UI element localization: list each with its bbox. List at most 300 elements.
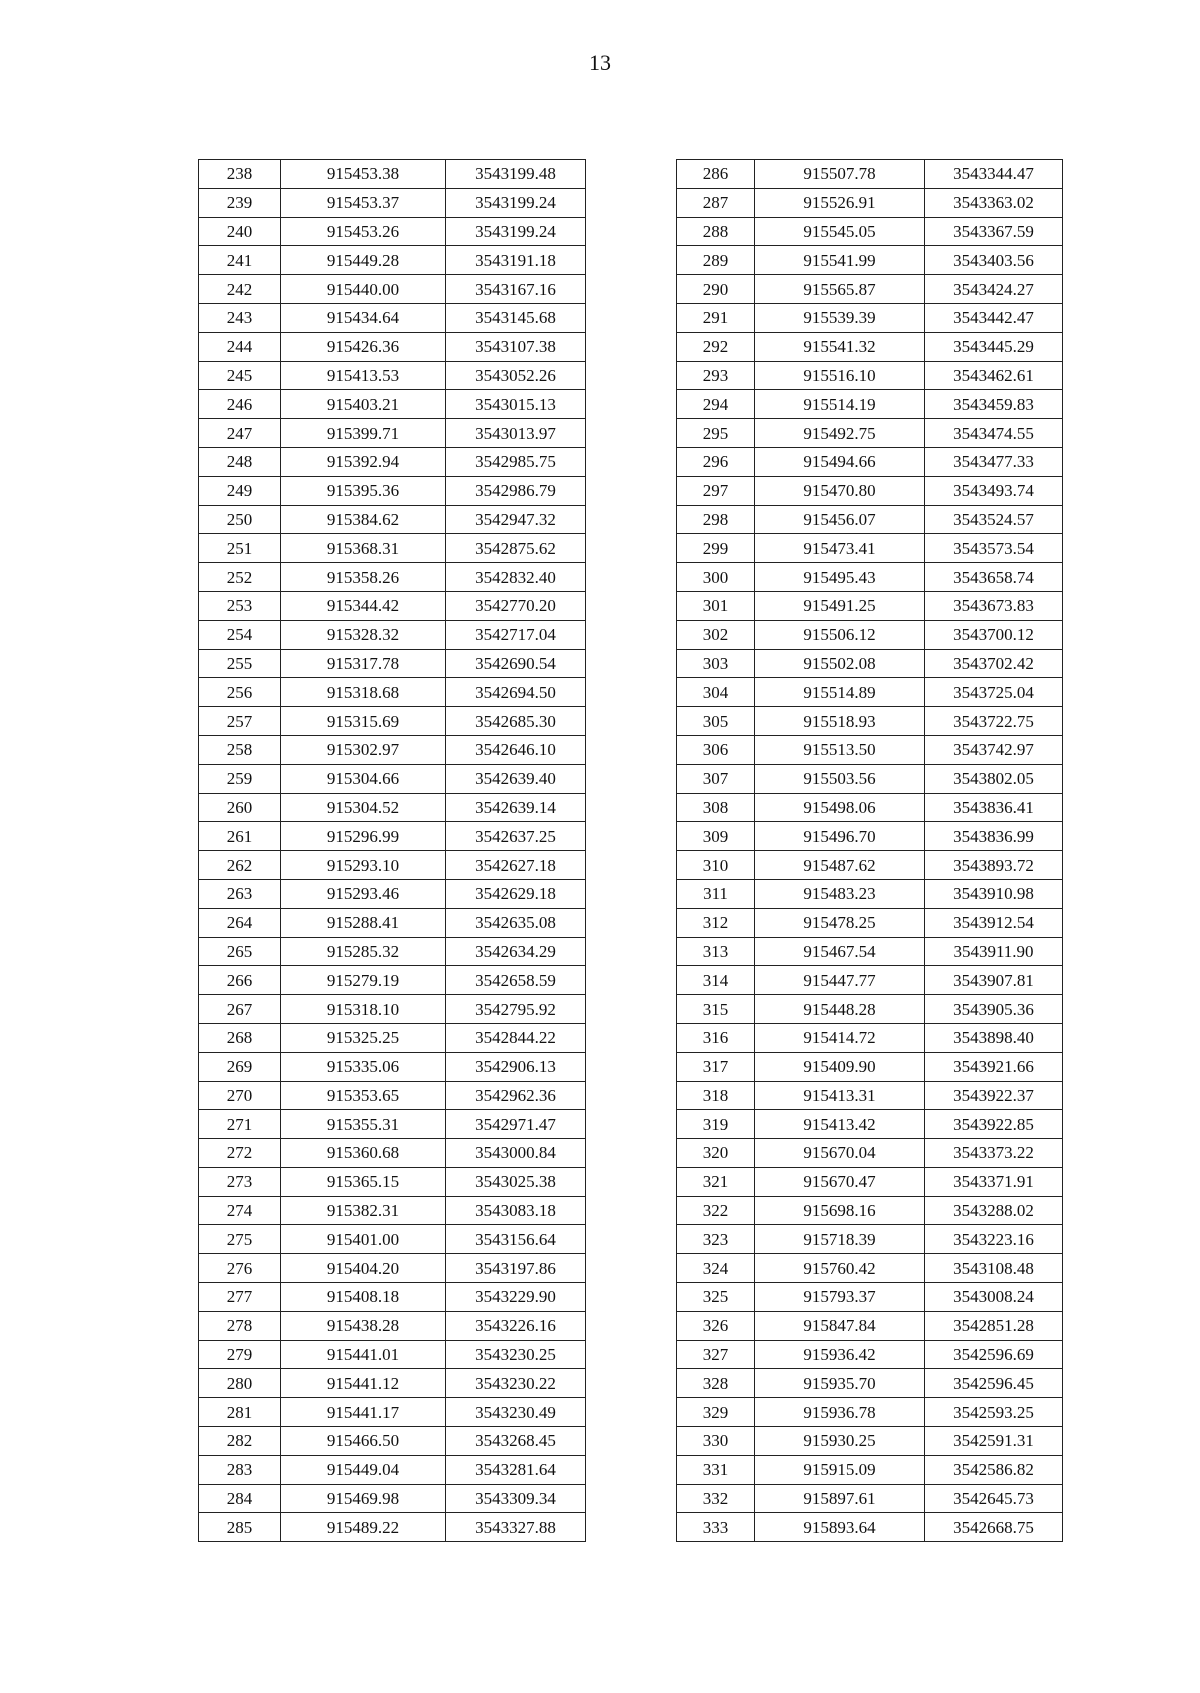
y-coordinate-cell: 3543371.91 xyxy=(925,1167,1063,1196)
y-coordinate-cell: 3542639.14 xyxy=(446,793,586,822)
point-number-cell: 290 xyxy=(677,275,755,304)
table-row xyxy=(199,822,586,851)
point-number-cell: 320 xyxy=(677,1139,755,1168)
table-row xyxy=(199,995,586,1024)
x-coordinate-cell: 915453.37 xyxy=(281,188,446,217)
y-coordinate-cell: 3543922.37 xyxy=(925,1081,1063,1110)
x-coordinate-cell: 915541.32 xyxy=(755,332,925,361)
y-coordinate-cell: 3542795.92 xyxy=(446,995,586,1024)
y-coordinate-cell: 3543268.45 xyxy=(446,1427,586,1456)
table-row xyxy=(199,591,586,620)
y-coordinate-cell: 3542658.59 xyxy=(446,966,586,995)
x-coordinate-cell: 915541.99 xyxy=(755,246,925,275)
point-number-cell: 263 xyxy=(199,879,281,908)
y-coordinate-cell: 3543922.85 xyxy=(925,1110,1063,1139)
y-coordinate-cell: 3543000.84 xyxy=(446,1139,586,1168)
y-coordinate-cell: 3542627.18 xyxy=(446,851,586,880)
point-number-cell: 281 xyxy=(199,1398,281,1427)
x-coordinate-cell: 915467.54 xyxy=(755,937,925,966)
table-row xyxy=(199,793,586,822)
x-coordinate-cell: 915448.28 xyxy=(755,995,925,1024)
table-row xyxy=(199,1196,586,1225)
x-coordinate-cell: 915382.31 xyxy=(281,1196,446,1225)
point-number-cell: 262 xyxy=(199,851,281,880)
point-number-cell: 333 xyxy=(677,1513,755,1542)
point-number-cell: 286 xyxy=(677,160,755,189)
table-row xyxy=(677,1225,1063,1254)
point-number-cell: 265 xyxy=(199,937,281,966)
x-coordinate-cell: 915401.00 xyxy=(281,1225,446,1254)
point-number-cell: 285 xyxy=(199,1513,281,1542)
point-number-cell: 269 xyxy=(199,1052,281,1081)
point-number-cell: 264 xyxy=(199,908,281,937)
point-number-cell: 287 xyxy=(677,188,755,217)
y-coordinate-cell: 3543912.54 xyxy=(925,908,1063,937)
y-coordinate-cell: 3543424.27 xyxy=(925,275,1063,304)
point-number-cell: 284 xyxy=(199,1484,281,1513)
x-coordinate-cell: 915513.50 xyxy=(755,735,925,764)
y-coordinate-cell: 3543013.97 xyxy=(446,419,586,448)
point-number-cell: 282 xyxy=(199,1427,281,1456)
point-number-cell: 255 xyxy=(199,649,281,678)
point-number-cell: 277 xyxy=(199,1283,281,1312)
y-coordinate-cell: 3543836.99 xyxy=(925,822,1063,851)
table-row xyxy=(677,1340,1063,1369)
x-coordinate-cell: 915426.36 xyxy=(281,332,446,361)
table-row xyxy=(199,1052,586,1081)
y-coordinate-cell: 3543156.64 xyxy=(446,1225,586,1254)
y-coordinate-cell: 3542629.18 xyxy=(446,879,586,908)
table-row xyxy=(677,505,1063,534)
x-coordinate-cell: 915495.43 xyxy=(755,563,925,592)
table-row xyxy=(677,1311,1063,1340)
y-coordinate-cell: 3543309.34 xyxy=(446,1484,586,1513)
point-number-cell: 279 xyxy=(199,1340,281,1369)
y-coordinate-cell: 3543052.26 xyxy=(446,361,586,390)
point-number-cell: 253 xyxy=(199,591,281,620)
table-row xyxy=(199,390,586,419)
y-coordinate-cell: 3543015.13 xyxy=(446,390,586,419)
table-row xyxy=(199,1427,586,1456)
point-number-cell: 329 xyxy=(677,1398,755,1427)
y-coordinate-cell: 3543907.81 xyxy=(925,966,1063,995)
x-coordinate-cell: 915318.68 xyxy=(281,678,446,707)
point-number-cell: 297 xyxy=(677,476,755,505)
x-coordinate-cell: 915935.70 xyxy=(755,1369,925,1398)
y-coordinate-cell: 3543373.22 xyxy=(925,1139,1063,1168)
y-coordinate-cell: 3542717.04 xyxy=(446,620,586,649)
x-coordinate-cell: 915365.15 xyxy=(281,1167,446,1196)
table-row xyxy=(199,1484,586,1513)
table-row xyxy=(677,303,1063,332)
y-coordinate-cell: 3543199.48 xyxy=(446,160,586,189)
table-row xyxy=(199,678,586,707)
point-number-cell: 258 xyxy=(199,735,281,764)
point-number-cell: 289 xyxy=(677,246,755,275)
point-number-cell: 314 xyxy=(677,966,755,995)
table-row xyxy=(199,217,586,246)
table-row xyxy=(677,332,1063,361)
table-row xyxy=(677,1283,1063,1312)
y-coordinate-cell: 3543403.56 xyxy=(925,246,1063,275)
x-coordinate-cell: 915404.20 xyxy=(281,1254,446,1283)
coordinates-table-right xyxy=(676,159,1063,1542)
y-coordinate-cell: 3542986.79 xyxy=(446,476,586,505)
x-coordinate-cell: 915915.09 xyxy=(755,1455,925,1484)
x-coordinate-cell: 915502.08 xyxy=(755,649,925,678)
x-coordinate-cell: 915317.78 xyxy=(281,649,446,678)
point-number-cell: 319 xyxy=(677,1110,755,1139)
table-row xyxy=(677,1023,1063,1052)
x-coordinate-cell: 915469.98 xyxy=(281,1484,446,1513)
y-coordinate-cell: 3542596.69 xyxy=(925,1340,1063,1369)
table-row xyxy=(199,764,586,793)
y-coordinate-cell: 3543836.41 xyxy=(925,793,1063,822)
table-row xyxy=(677,188,1063,217)
x-coordinate-cell: 915503.56 xyxy=(755,764,925,793)
x-coordinate-cell: 915414.72 xyxy=(755,1023,925,1052)
x-coordinate-cell: 915489.22 xyxy=(281,1513,446,1542)
y-coordinate-cell: 3542844.22 xyxy=(446,1023,586,1052)
point-number-cell: 330 xyxy=(677,1427,755,1456)
point-number-cell: 317 xyxy=(677,1052,755,1081)
y-coordinate-cell: 3543802.05 xyxy=(925,764,1063,793)
table-row xyxy=(677,1254,1063,1283)
x-coordinate-cell: 915793.37 xyxy=(755,1283,925,1312)
x-coordinate-cell: 915473.41 xyxy=(755,534,925,563)
point-number-cell: 307 xyxy=(677,764,755,793)
y-coordinate-cell: 3543905.36 xyxy=(925,995,1063,1024)
x-coordinate-cell: 915494.66 xyxy=(755,447,925,476)
point-number-cell: 303 xyxy=(677,649,755,678)
point-number-cell: 328 xyxy=(677,1369,755,1398)
table-row xyxy=(677,995,1063,1024)
x-coordinate-cell: 915487.62 xyxy=(755,851,925,880)
point-number-cell: 248 xyxy=(199,447,281,476)
point-number-cell: 322 xyxy=(677,1196,755,1225)
point-number-cell: 312 xyxy=(677,908,755,937)
table-row xyxy=(677,620,1063,649)
y-coordinate-cell: 3542646.10 xyxy=(446,735,586,764)
y-coordinate-cell: 3543197.86 xyxy=(446,1254,586,1283)
x-coordinate-cell: 915893.64 xyxy=(755,1513,925,1542)
point-number-cell: 268 xyxy=(199,1023,281,1052)
x-coordinate-cell: 915496.70 xyxy=(755,822,925,851)
y-coordinate-cell: 3542971.47 xyxy=(446,1110,586,1139)
point-number-cell: 278 xyxy=(199,1311,281,1340)
x-coordinate-cell: 915438.28 xyxy=(281,1311,446,1340)
y-coordinate-cell: 3542634.29 xyxy=(446,937,586,966)
y-coordinate-cell: 3543445.29 xyxy=(925,332,1063,361)
point-number-cell: 243 xyxy=(199,303,281,332)
table-row xyxy=(677,1081,1063,1110)
x-coordinate-cell: 915344.42 xyxy=(281,591,446,620)
x-coordinate-cell: 915335.06 xyxy=(281,1052,446,1081)
x-coordinate-cell: 915470.80 xyxy=(755,476,925,505)
y-coordinate-cell: 3542586.82 xyxy=(925,1455,1063,1484)
point-number-cell: 273 xyxy=(199,1167,281,1196)
point-number-cell: 310 xyxy=(677,851,755,880)
y-coordinate-cell: 3543898.40 xyxy=(925,1023,1063,1052)
table-row xyxy=(677,678,1063,707)
x-coordinate-cell: 915670.04 xyxy=(755,1139,925,1168)
point-number-cell: 240 xyxy=(199,217,281,246)
point-number-cell: 308 xyxy=(677,793,755,822)
table-row xyxy=(677,1484,1063,1513)
table-row xyxy=(199,1311,586,1340)
table-row xyxy=(199,649,586,678)
x-coordinate-cell: 915930.25 xyxy=(755,1427,925,1456)
table-row xyxy=(677,879,1063,908)
x-coordinate-cell: 915670.47 xyxy=(755,1167,925,1196)
y-coordinate-cell: 3542770.20 xyxy=(446,591,586,620)
y-coordinate-cell: 3542875.62 xyxy=(446,534,586,563)
table-row xyxy=(199,1340,586,1369)
table-row xyxy=(199,160,586,189)
x-coordinate-cell: 915718.39 xyxy=(755,1225,925,1254)
table-row xyxy=(199,937,586,966)
x-coordinate-cell: 915409.90 xyxy=(755,1052,925,1081)
table-row xyxy=(677,361,1063,390)
table-row xyxy=(199,476,586,505)
y-coordinate-cell: 3543230.22 xyxy=(446,1369,586,1398)
x-coordinate-cell: 915456.07 xyxy=(755,505,925,534)
point-number-cell: 299 xyxy=(677,534,755,563)
y-coordinate-cell: 3543474.55 xyxy=(925,419,1063,448)
table-row xyxy=(677,476,1063,505)
y-coordinate-cell: 3543442.47 xyxy=(925,303,1063,332)
point-number-cell: 254 xyxy=(199,620,281,649)
x-coordinate-cell: 915565.87 xyxy=(755,275,925,304)
table-row xyxy=(199,419,586,448)
table-row xyxy=(677,822,1063,851)
table-row xyxy=(199,1081,586,1110)
point-number-cell: 272 xyxy=(199,1139,281,1168)
y-coordinate-cell: 3542593.25 xyxy=(925,1398,1063,1427)
x-coordinate-cell: 915328.32 xyxy=(281,620,446,649)
table-row xyxy=(199,303,586,332)
table-row xyxy=(677,1052,1063,1081)
y-coordinate-cell: 3543108.48 xyxy=(925,1254,1063,1283)
table-row xyxy=(199,1513,586,1542)
point-number-cell: 266 xyxy=(199,966,281,995)
point-number-cell: 294 xyxy=(677,390,755,419)
y-coordinate-cell: 3542639.40 xyxy=(446,764,586,793)
point-number-cell: 305 xyxy=(677,707,755,736)
table-row xyxy=(199,1455,586,1484)
x-coordinate-cell: 915353.65 xyxy=(281,1081,446,1110)
point-number-cell: 293 xyxy=(677,361,755,390)
table-row xyxy=(677,908,1063,937)
y-coordinate-cell: 3543700.12 xyxy=(925,620,1063,649)
x-coordinate-cell: 915288.41 xyxy=(281,908,446,937)
table-row xyxy=(677,1196,1063,1225)
y-coordinate-cell: 3542851.28 xyxy=(925,1311,1063,1340)
y-coordinate-cell: 3543673.83 xyxy=(925,591,1063,620)
x-coordinate-cell: 915491.25 xyxy=(755,591,925,620)
point-number-cell: 315 xyxy=(677,995,755,1024)
point-number-cell: 300 xyxy=(677,563,755,592)
x-coordinate-cell: 915413.53 xyxy=(281,361,446,390)
x-coordinate-cell: 915392.94 xyxy=(281,447,446,476)
x-coordinate-cell: 915897.61 xyxy=(755,1484,925,1513)
x-coordinate-cell: 915384.62 xyxy=(281,505,446,534)
table-row xyxy=(677,591,1063,620)
y-coordinate-cell: 3543459.83 xyxy=(925,390,1063,419)
x-coordinate-cell: 915936.42 xyxy=(755,1340,925,1369)
x-coordinate-cell: 915434.64 xyxy=(281,303,446,332)
x-coordinate-cell: 915355.31 xyxy=(281,1110,446,1139)
y-coordinate-cell: 3543199.24 xyxy=(446,217,586,246)
y-coordinate-cell: 3542947.32 xyxy=(446,505,586,534)
y-coordinate-cell: 3543911.90 xyxy=(925,937,1063,966)
table-row xyxy=(199,246,586,275)
y-coordinate-cell: 3543742.97 xyxy=(925,735,1063,764)
point-number-cell: 306 xyxy=(677,735,755,764)
y-coordinate-cell: 3543025.38 xyxy=(446,1167,586,1196)
x-coordinate-cell: 915395.36 xyxy=(281,476,446,505)
x-coordinate-cell: 915304.66 xyxy=(281,764,446,793)
table-row xyxy=(199,275,586,304)
x-coordinate-cell: 915760.42 xyxy=(755,1254,925,1283)
table-row xyxy=(199,332,586,361)
table-row xyxy=(677,1513,1063,1542)
point-number-cell: 321 xyxy=(677,1167,755,1196)
point-number-cell: 311 xyxy=(677,879,755,908)
table-row xyxy=(677,649,1063,678)
y-coordinate-cell: 3543910.98 xyxy=(925,879,1063,908)
y-coordinate-cell: 3543199.24 xyxy=(446,188,586,217)
table-row xyxy=(199,908,586,937)
point-number-cell: 325 xyxy=(677,1283,755,1312)
table-row xyxy=(199,1369,586,1398)
y-coordinate-cell: 3543145.68 xyxy=(446,303,586,332)
table-row xyxy=(199,361,586,390)
table-row xyxy=(199,620,586,649)
table-row xyxy=(677,160,1063,189)
point-number-cell: 256 xyxy=(199,678,281,707)
point-number-cell: 241 xyxy=(199,246,281,275)
table-row xyxy=(199,851,586,880)
x-coordinate-cell: 915441.12 xyxy=(281,1369,446,1398)
x-coordinate-cell: 915453.38 xyxy=(281,160,446,189)
y-coordinate-cell: 3543893.72 xyxy=(925,851,1063,880)
point-number-cell: 261 xyxy=(199,822,281,851)
x-coordinate-cell: 915399.71 xyxy=(281,419,446,448)
table-row xyxy=(677,764,1063,793)
y-coordinate-cell: 3543524.57 xyxy=(925,505,1063,534)
y-coordinate-cell: 3543573.54 xyxy=(925,534,1063,563)
table-row xyxy=(199,966,586,995)
table-row xyxy=(199,1398,586,1427)
x-coordinate-cell: 915285.32 xyxy=(281,937,446,966)
y-coordinate-cell: 3543344.47 xyxy=(925,160,1063,189)
x-coordinate-cell: 915413.42 xyxy=(755,1110,925,1139)
x-coordinate-cell: 915293.10 xyxy=(281,851,446,880)
table-row xyxy=(677,534,1063,563)
table-row xyxy=(199,1167,586,1196)
y-coordinate-cell: 3542690.54 xyxy=(446,649,586,678)
table-row xyxy=(677,1398,1063,1427)
x-coordinate-cell: 915441.01 xyxy=(281,1340,446,1369)
y-coordinate-cell: 3543363.02 xyxy=(925,188,1063,217)
table-row xyxy=(199,563,586,592)
y-coordinate-cell: 3543167.16 xyxy=(446,275,586,304)
table-row xyxy=(199,505,586,534)
table-row xyxy=(199,735,586,764)
point-number-cell: 288 xyxy=(677,217,755,246)
y-coordinate-cell: 3543493.74 xyxy=(925,476,1063,505)
coordinates-table-left xyxy=(198,159,586,1542)
y-coordinate-cell: 3543191.18 xyxy=(446,246,586,275)
point-number-cell: 270 xyxy=(199,1081,281,1110)
x-coordinate-cell: 915440.00 xyxy=(281,275,446,304)
point-number-cell: 238 xyxy=(199,160,281,189)
x-coordinate-cell: 915360.68 xyxy=(281,1139,446,1168)
x-coordinate-cell: 915698.16 xyxy=(755,1196,925,1225)
table-row xyxy=(677,1369,1063,1398)
y-coordinate-cell: 3543230.49 xyxy=(446,1398,586,1427)
table-row xyxy=(199,1110,586,1139)
point-number-cell: 251 xyxy=(199,534,281,563)
table-row xyxy=(677,246,1063,275)
point-number-cell: 257 xyxy=(199,707,281,736)
table-row xyxy=(677,1139,1063,1168)
point-number-cell: 274 xyxy=(199,1196,281,1225)
x-coordinate-cell: 915296.99 xyxy=(281,822,446,851)
y-coordinate-cell: 3542685.30 xyxy=(446,707,586,736)
table-row xyxy=(677,851,1063,880)
point-number-cell: 246 xyxy=(199,390,281,419)
point-number-cell: 291 xyxy=(677,303,755,332)
table-row xyxy=(677,966,1063,995)
y-coordinate-cell: 3542694.50 xyxy=(446,678,586,707)
point-number-cell: 298 xyxy=(677,505,755,534)
point-number-cell: 283 xyxy=(199,1455,281,1484)
x-coordinate-cell: 915453.26 xyxy=(281,217,446,246)
x-coordinate-cell: 915315.69 xyxy=(281,707,446,736)
x-coordinate-cell: 915403.21 xyxy=(281,390,446,419)
point-number-cell: 313 xyxy=(677,937,755,966)
x-coordinate-cell: 915492.75 xyxy=(755,419,925,448)
y-coordinate-cell: 3543921.66 xyxy=(925,1052,1063,1081)
y-coordinate-cell: 3542962.36 xyxy=(446,1081,586,1110)
table-row xyxy=(199,1023,586,1052)
table-row xyxy=(199,1225,586,1254)
y-coordinate-cell: 3543083.18 xyxy=(446,1196,586,1225)
table-row xyxy=(677,217,1063,246)
table-row xyxy=(199,447,586,476)
table-row xyxy=(677,1167,1063,1196)
y-coordinate-cell: 3543288.02 xyxy=(925,1196,1063,1225)
y-coordinate-cell: 3543223.16 xyxy=(925,1225,1063,1254)
point-number-cell: 332 xyxy=(677,1484,755,1513)
point-number-cell: 239 xyxy=(199,188,281,217)
point-number-cell: 327 xyxy=(677,1340,755,1369)
table-row xyxy=(677,1110,1063,1139)
table-row xyxy=(199,1283,586,1312)
x-coordinate-cell: 915358.26 xyxy=(281,563,446,592)
page-number: 13 xyxy=(589,50,611,75)
x-coordinate-cell: 915847.84 xyxy=(755,1311,925,1340)
x-coordinate-cell: 915318.10 xyxy=(281,995,446,1024)
point-number-cell: 324 xyxy=(677,1254,755,1283)
y-coordinate-cell: 3542906.13 xyxy=(446,1052,586,1081)
point-number-cell: 245 xyxy=(199,361,281,390)
x-coordinate-cell: 915514.89 xyxy=(755,678,925,707)
point-number-cell: 301 xyxy=(677,591,755,620)
point-number-cell: 275 xyxy=(199,1225,281,1254)
